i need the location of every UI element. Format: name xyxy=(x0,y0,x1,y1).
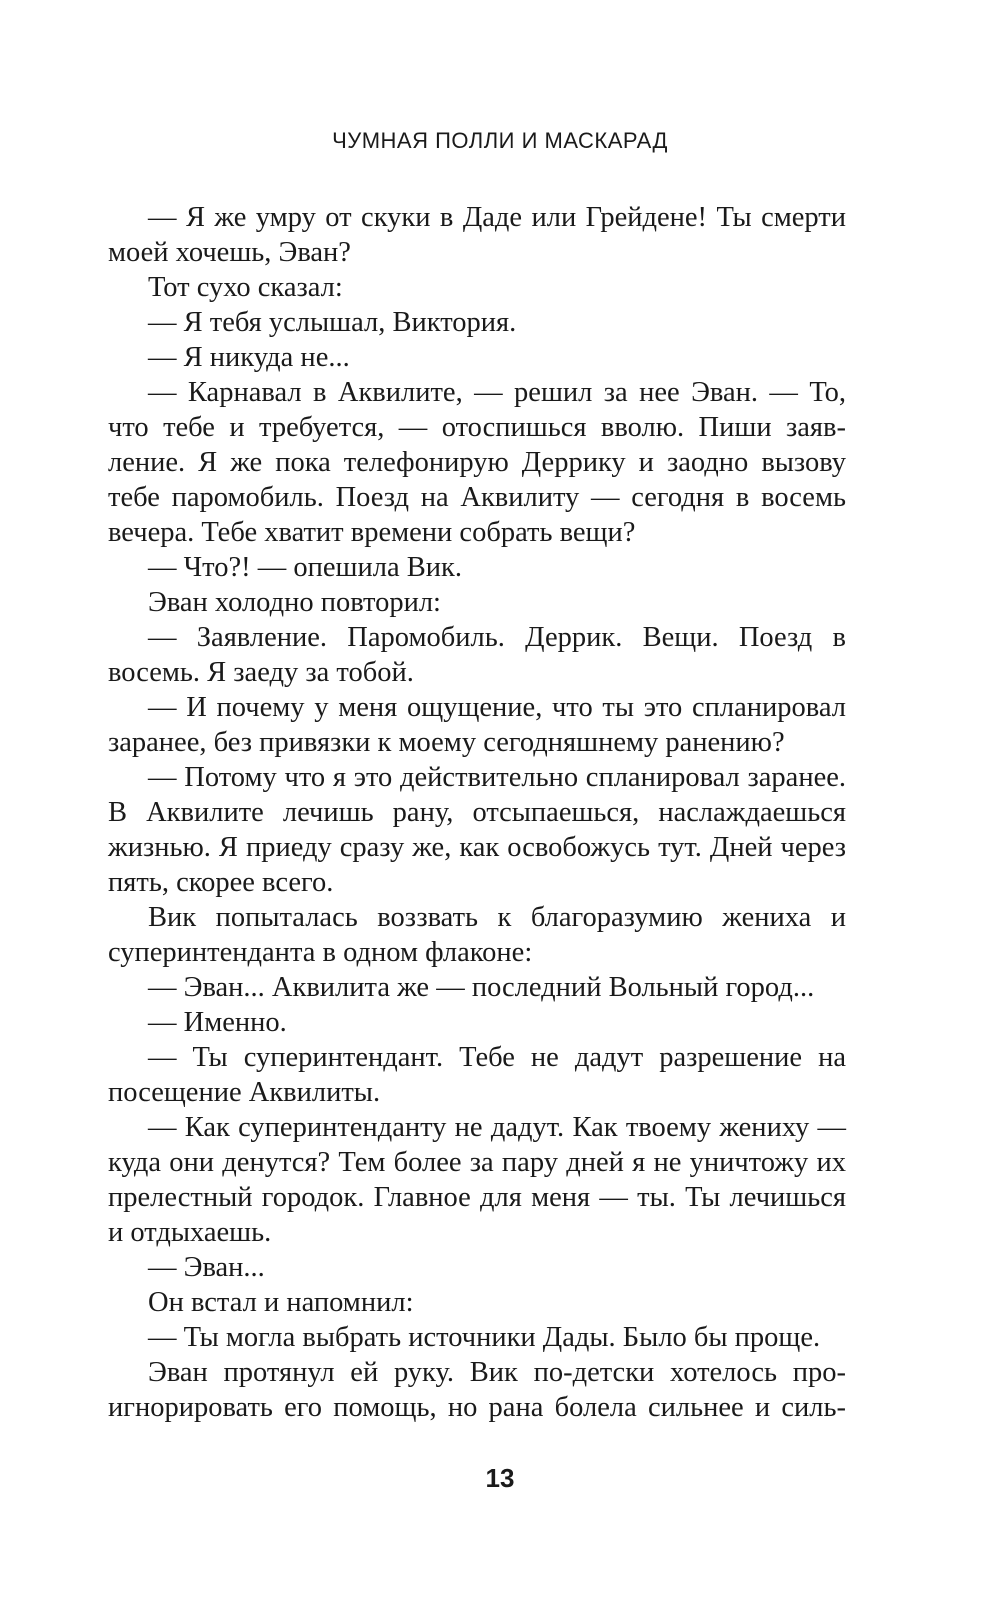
running-head: ЧУМНАЯ ПОЛЛИ И МАСКАРАД xyxy=(332,128,668,153)
paragraph: — Карнавал в Аквилите, — решил за нее Эван. — То, что тебе и требуется, — отоспишься вволю. Пиши заявление. Я же пока телефонирую Деррику и заодно вызову тебе паромобиль. Поезд на Аквилиту — сегодня в восемь вечера. Тебе хватит времени собрать вещи? xyxy=(108,377,846,548)
paragraph: — Заявление. Паромобиль. Деррик. Вещи. Поезд в восемь. Я заеду за тобой. xyxy=(108,622,846,688)
paragraph: — Эван... xyxy=(148,1252,265,1283)
paragraph: — Как суперинтенданту не дадут. Как твоему жениху — куда они денутся? Тем более за пару дней я не уничтожу их прелестный городок. Главное для меня — ты. Ты лечишься и отдыхаешь. xyxy=(108,1112,846,1248)
paragraph: — Я же умру от скуки в Даде или Грейдене! Ты смерти моей хочешь, Эван? xyxy=(108,202,846,268)
paragraph: — Именно. xyxy=(148,1007,287,1038)
paragraph: Тот сухо сказал: xyxy=(148,272,343,303)
page-number: 13 xyxy=(485,1463,515,1493)
paragraph: — Ты могла выбрать источники Дады. Было бы проще. xyxy=(148,1322,821,1353)
paragraph: — Ты суперинтендант. Тебе не дадут разрешение на посещение Аквилиты. xyxy=(108,1042,846,1108)
paragraph: Эван протянул ей руку. Вик по-детски хотелось проигнорировать его помощь, но рана болела сильнее и силь- xyxy=(108,1357,846,1423)
paragraph: — Я никуда не... xyxy=(148,342,350,373)
paragraph: — Я тебя услышал, Виктория. xyxy=(148,307,517,338)
paragraph: — И почему у меня ощущение, что ты это спланировал заранее, без привязки к моему сегодняшнему ранению? xyxy=(108,692,846,758)
paragraph: — Эван... Аквилита же — последний Вольный город... xyxy=(148,972,815,1003)
paragraph: — Что?! — опешила Вик. xyxy=(148,552,462,583)
paragraph: Эван холодно повторил: xyxy=(148,587,441,618)
body-text xyxy=(108,200,846,1425)
paragraph: Он встал и напомнил: xyxy=(148,1287,414,1318)
paragraph: — Потому что я это действительно спланировал заранее. В Аквилите лечишь рану, отсыпаешься, наслаждаешься жизнью. Я приеду сразу же, как освобожусь тут. Дней через пять, скорее всего. xyxy=(108,762,846,898)
paragraph: Вик попыталась воззвать к благоразумию жениха и суперинтенданта в одном флаконе: xyxy=(108,902,846,968)
